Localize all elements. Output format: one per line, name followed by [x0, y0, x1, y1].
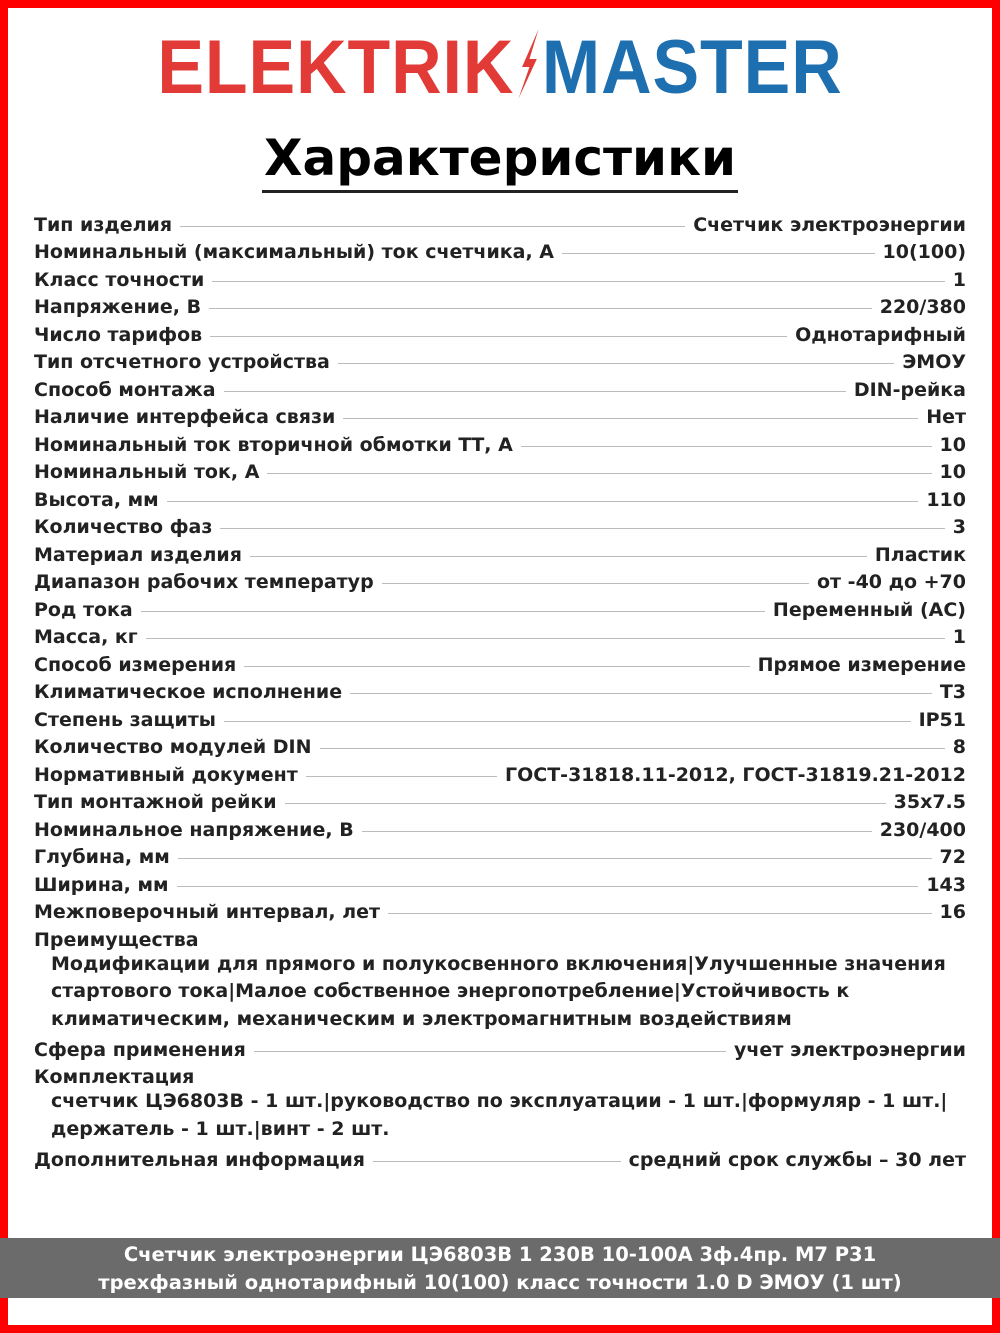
- spec-row: [34, 703, 966, 731]
- spec-label: Нормативный документ: [34, 763, 298, 786]
- leader-line: [177, 886, 919, 887]
- spec-label: Ширина, мм: [34, 873, 169, 896]
- spec-row: [34, 1033, 966, 1061]
- leader-line: [320, 748, 945, 749]
- spec-value: DIN-рейка: [853, 378, 966, 401]
- spec-label: Номинальный (максимальный) ток счетчика, А: [34, 241, 555, 263]
- spec-label: Тип изделия: [34, 213, 173, 236]
- spec-value: ГОСТ-31818.11-2012, ГОСТ-31819.21-2012: [505, 763, 966, 786]
- brand-logo: [40, 24, 960, 111]
- spec-row: [34, 373, 966, 401]
- spec-value: 8: [952, 736, 966, 758]
- spec-value-text: счетчик ЦЭ6803В - 1 шт.|руководство по эксплуатации - 1 шт.|формуляр - 1 шт.|держатель - 1 шт.|винт - 2 шт.: [51, 1090, 948, 1140]
- leader-line: [141, 611, 765, 612]
- spec-label: Масса, кг: [34, 626, 138, 648]
- spec-label: Тип отсчетного устройства: [34, 351, 330, 373]
- spec-row: [34, 208, 966, 236]
- spec-value: 230/400: [879, 818, 966, 841]
- leader-line: [210, 336, 787, 337]
- spec-row: [34, 758, 966, 786]
- leader-line: [382, 583, 809, 584]
- spec-row: [34, 868, 966, 896]
- spec-row: [34, 263, 966, 291]
- spec-row: [34, 318, 966, 346]
- spec-row: [34, 428, 966, 456]
- spec-value: 10(100): [882, 241, 966, 263]
- leader-line: [224, 391, 846, 392]
- spec-row: [34, 731, 966, 759]
- spec-label: Межповерочный интервал, лет: [34, 901, 381, 923]
- spec-label: Класс точности: [34, 268, 205, 291]
- logo-right: MASTER: [541, 25, 843, 110]
- leader-line: [146, 638, 945, 639]
- leader-line: [180, 226, 685, 227]
- spec-value: учет электроэнергии: [734, 1038, 966, 1061]
- leader-line: [254, 1051, 726, 1052]
- spec-row: [34, 483, 966, 511]
- spec-value: 3: [952, 516, 966, 538]
- spec-row: [34, 401, 966, 429]
- spec-value: Переменный (АС): [772, 598, 966, 621]
- spec-label: Напряжение, В: [34, 296, 202, 318]
- spec-label: Климатическое исполнение: [34, 681, 343, 703]
- spec-row: [34, 841, 966, 869]
- spec-row: [34, 511, 966, 539]
- spec-label: Материал изделия: [34, 543, 242, 566]
- spec-value: 1: [952, 626, 966, 648]
- page-title-wrap: [0, 128, 1000, 193]
- leader-line: [250, 556, 867, 557]
- spec-value: 16: [939, 901, 966, 923]
- spec-label: Сфера применения: [34, 1038, 246, 1061]
- spec-row: [34, 621, 966, 649]
- lightning-bolt-icon: [514, 29, 542, 99]
- spec-row: [34, 291, 966, 319]
- spec-row: [34, 456, 966, 484]
- leader-line: [306, 776, 497, 777]
- spec-label: Преимущества: [34, 928, 199, 951]
- leader-line: [167, 501, 919, 502]
- spec-value-text: Модификации для прямого и полукосвенного включения|Улучшенные значения стартового тока|Малое собственное энергопотребление|Устойчивость к климатическим, механическим и электромагнитным воздействиям: [51, 952, 946, 1030]
- spec-row: [34, 1143, 966, 1171]
- spec-row: [34, 786, 966, 814]
- spec-label: Глубина, мм: [34, 846, 170, 868]
- spec-label: Наличие интерфейса связи: [34, 406, 336, 428]
- spec-label: Способ монтажа: [34, 378, 216, 401]
- spec-value: 10: [939, 433, 966, 456]
- spec-label: Номинальный ток, А: [34, 461, 260, 483]
- spec-label: Номинальный ток вторичной обмотки ТТ, А: [34, 433, 513, 456]
- leader-line: [209, 308, 872, 309]
- leader-line: [350, 693, 932, 694]
- spec-value: 1: [952, 268, 966, 291]
- spec-value: Пластик: [874, 543, 966, 566]
- leader-line: [220, 528, 944, 529]
- leader-line: [178, 858, 932, 859]
- leader-line: [338, 363, 895, 364]
- spec-row: [34, 538, 966, 566]
- spec-list: [34, 208, 966, 1171]
- spec-label: Число тарифов: [34, 323, 203, 346]
- spec-value: Т3: [939, 681, 966, 703]
- spec-label: Количество модулей DIN: [34, 736, 312, 758]
- leader-line: [224, 721, 911, 722]
- spec-label: Тип монтажной рейки: [34, 791, 277, 813]
- leader-line: [285, 803, 886, 804]
- spec-value: Нет: [926, 406, 966, 428]
- spec-row: [34, 236, 966, 264]
- spec-row: [34, 648, 966, 676]
- product-name-line-1: Счетчик электроэнергии ЦЭ6803В 1 230В 10-100А 3ф.4пр. М7 Р31: [123, 1243, 877, 1266]
- spec-row: [34, 676, 966, 704]
- leader-line: [373, 1161, 621, 1162]
- spec-label: Диапазон рабочих температур: [34, 571, 374, 593]
- spec-row: [34, 813, 966, 841]
- spec-value: средний срок службы – 30 лет: [628, 1148, 966, 1171]
- leader-line: [362, 831, 872, 832]
- spec-value: 110: [926, 488, 966, 511]
- spec-value: Счетчик электроэнергии: [693, 213, 966, 236]
- spec-label: Номинальное напряжение, В: [34, 818, 354, 841]
- spec-value: от -40 до +70: [817, 571, 966, 593]
- spec-value: 220/380: [879, 296, 966, 318]
- spec-label: Высота, мм: [34, 488, 159, 511]
- spec-row: [34, 346, 966, 374]
- spec-value: IP51: [918, 708, 966, 731]
- spec-value: Однотарифный: [795, 323, 966, 346]
- spec-label: Дополнительная информация: [34, 1148, 365, 1171]
- spec-value: 35х7.5: [893, 791, 966, 813]
- spec-value: 143: [926, 873, 966, 896]
- logo-left: ELEKTRIK: [157, 25, 515, 110]
- spec-value: Прямое измерение: [757, 653, 966, 676]
- spec-value: 10: [939, 461, 966, 483]
- spec-label: Способ измерения: [34, 653, 237, 676]
- spec-label: Степень защиты: [34, 708, 216, 731]
- leader-line: [212, 281, 944, 282]
- leader-line: [521, 446, 932, 447]
- spec-value: ЭМОУ: [902, 351, 966, 373]
- leader-line: [388, 913, 931, 914]
- product-name-bar: [0, 1238, 1000, 1298]
- spec-label: Комплектация: [34, 1066, 195, 1088]
- page-title: Характеристики: [262, 128, 738, 193]
- spec-label: Количество фаз: [34, 516, 213, 538]
- leader-line: [562, 253, 875, 254]
- spec-label: Род тока: [34, 598, 133, 621]
- product-name-line-2: трехфазный однотарифный 10(100) класс точности 1.0 D ЭМОУ (1 шт): [98, 1271, 902, 1294]
- leader-line: [244, 666, 749, 667]
- leader-line: [267, 473, 931, 474]
- spec-row: [34, 566, 966, 594]
- spec-row: [34, 593, 966, 621]
- spec-value: 72: [939, 846, 966, 868]
- spec-row: [34, 896, 966, 924]
- leader-line: [343, 418, 918, 419]
